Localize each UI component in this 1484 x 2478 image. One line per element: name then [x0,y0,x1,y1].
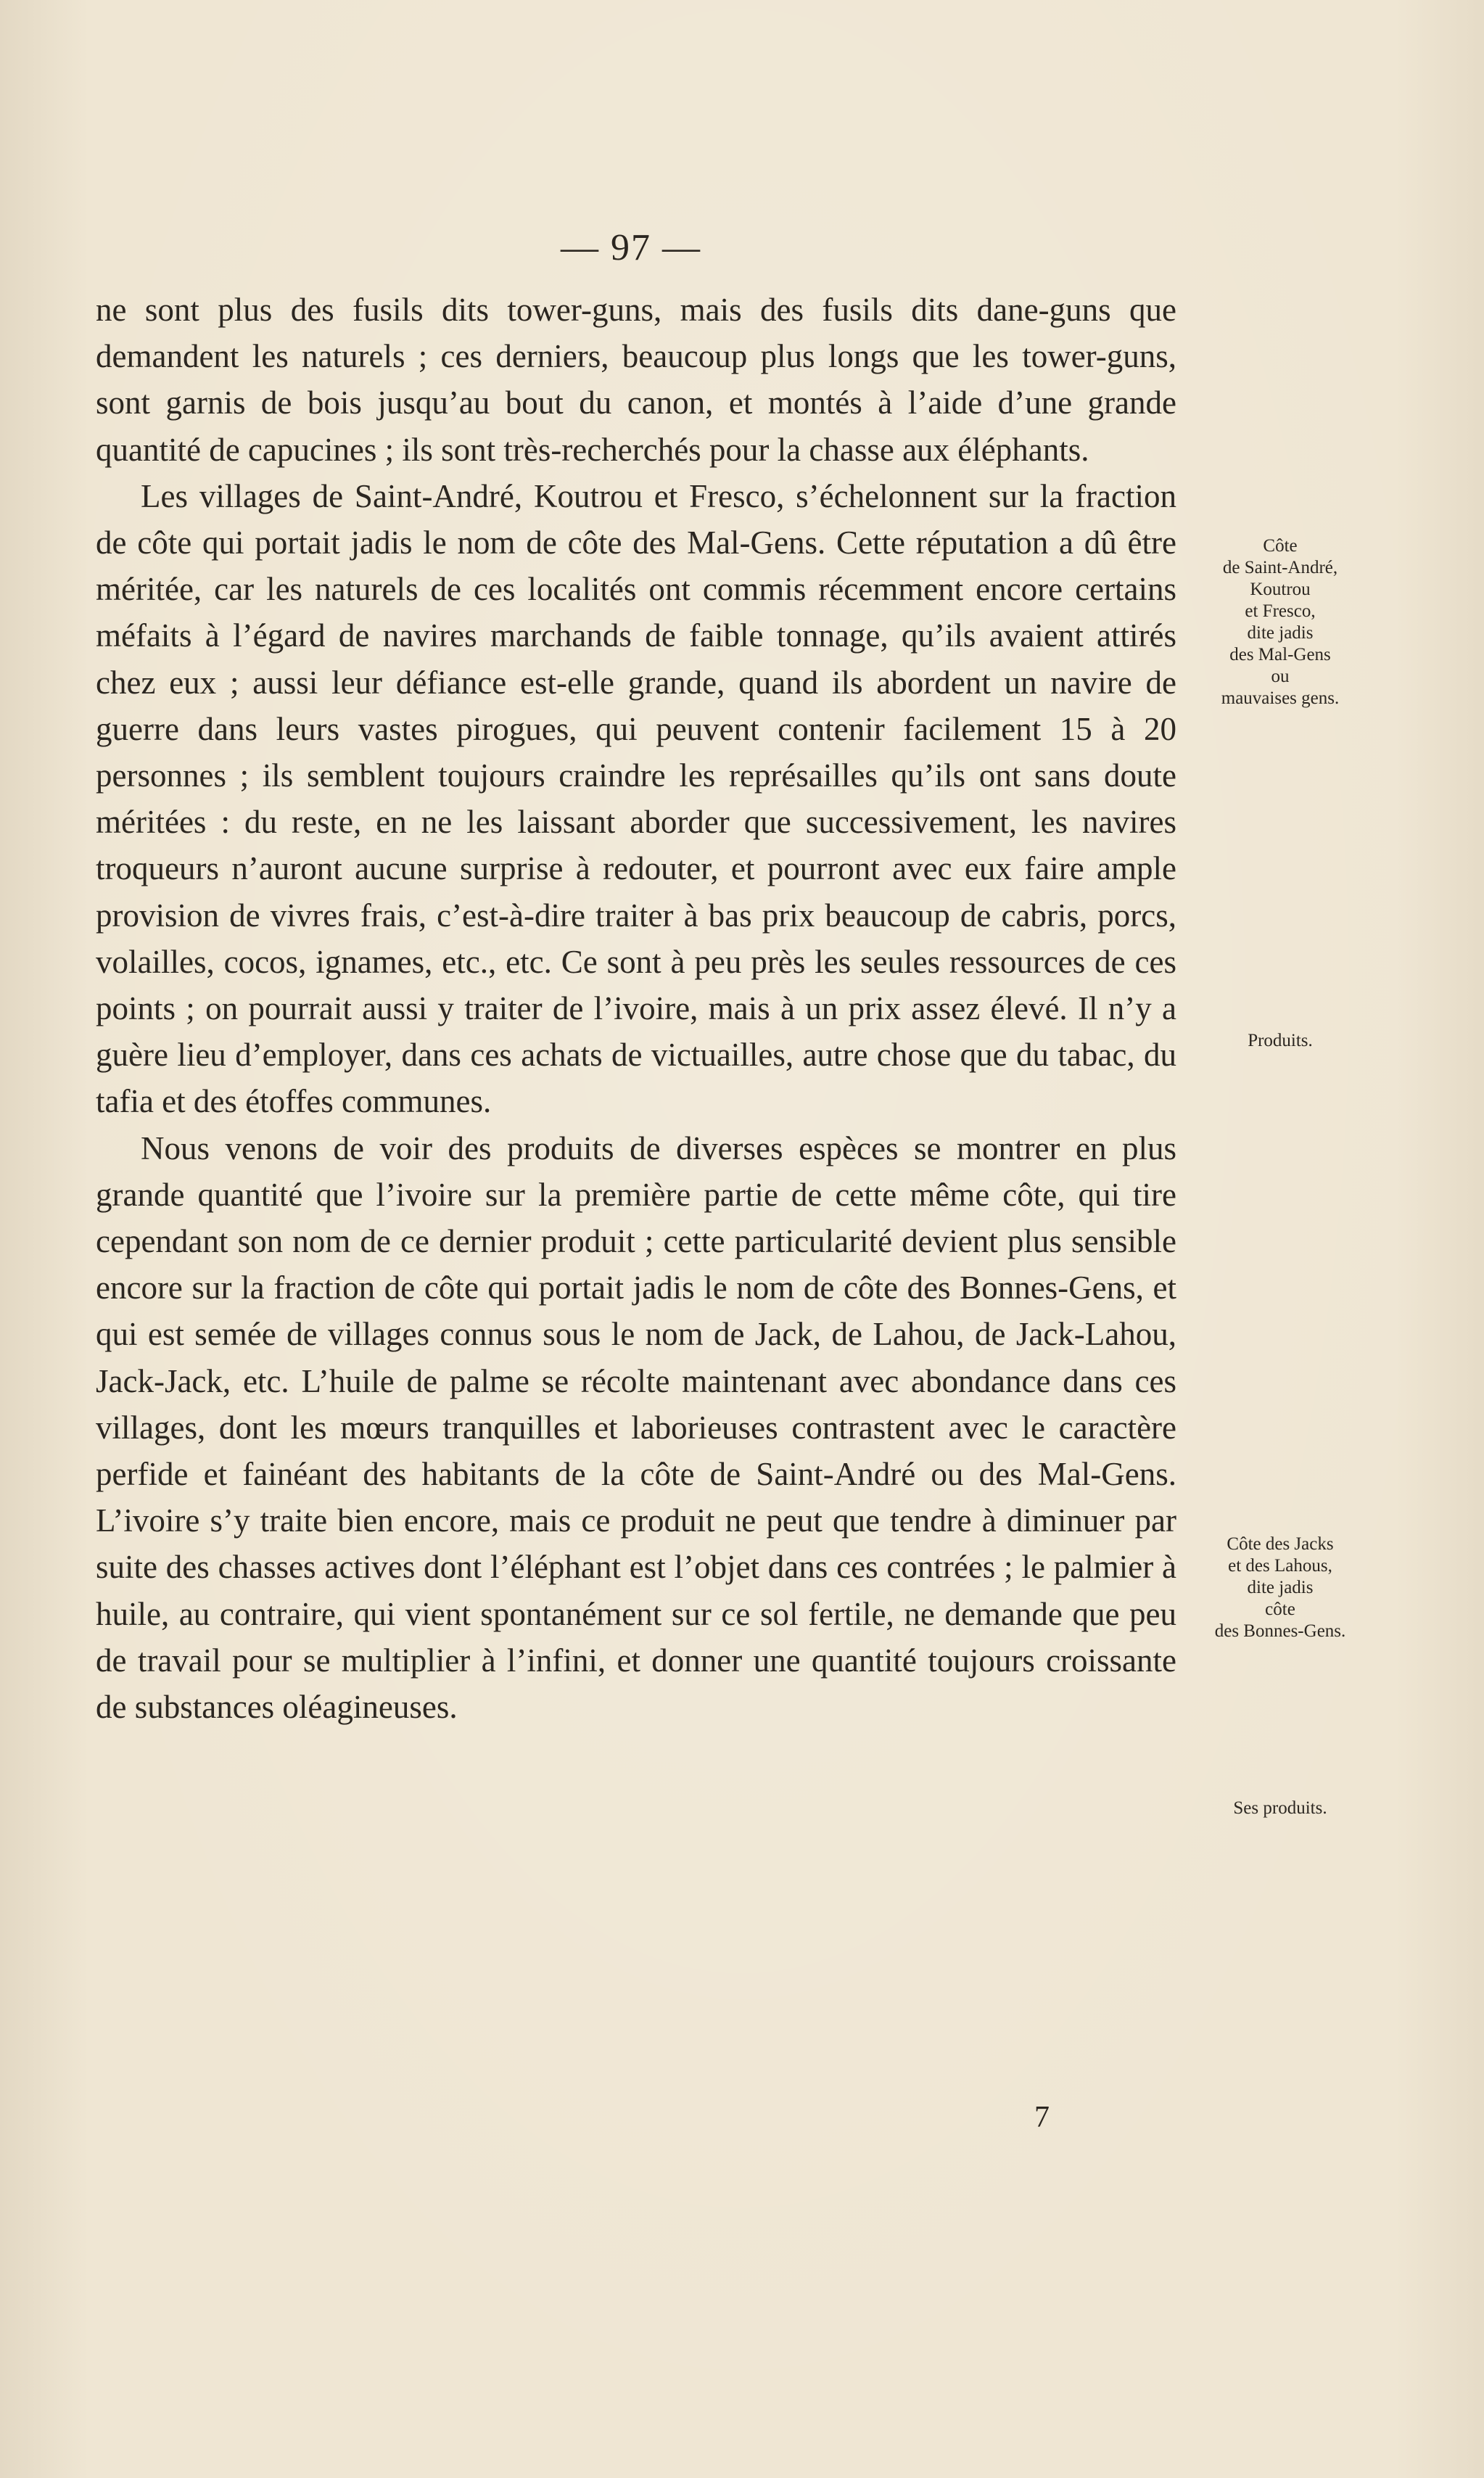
paragraph-3: Nous venons de voir des produits de diverses espèces se montrer en plus grande quantité que l’ivoire sur la première partie de cette même côte, qui tire cependant son nom de ce dernier produit ; cette particularité devient plus sensible encore sur la fraction de côte qui portait jadis le nom de côte des Bonnes-Gens, et qui est semée de villages connus sous le nom de Jack, de Lahou, de Jack-Lahou, Jack-Jack, etc. L’huile de palme se récolte maintenant avec abondance dans ces villages, dont les mœurs tranquilles et laborieuses contrastent avec le caractère perfide et fainéant des habitants de la côte de Saint-André ou des Mal-Gens. L’ivoire s’y traite bien encore, mais ce produit ne peut que tendre à diminuer par suite des chasses actives dont l’éléphant est l’objet dans ces contrées ; le palmier à huile, au contraire, qui vient spontanément sur ce sol fertile, ne demande que peu de travail pour se multiplier à l’infini, et donner une quantité toujours croissante de substances oléagineuses. [96,1129,1176,1726]
paragraph-1: ne sont plus des fusils dits tower-guns, mais des fusils dits dane-guns que demandent les naturels ; ces derniers, beaucoup plus longs que les tower-guns, sont garnis de bois jusqu’au bout du canon, et montés à l’aide d’une grande quantité de capucines ; ils sont très-recherchés pour la chasse aux éléphants. [96,292,1176,468]
signature-mark: 7 [1034,2101,1050,2134]
margin-note-produits: Produits. [1248,1031,1313,1050]
main-text [96,287,1176,1730]
margin-note-cote-saint-andre: Côte de Saint-André, Koutrou et Fresco, dite jadis des Mal-Gens ou mauvaises gens. [1221,536,1340,708]
margin-note-ses-produits: Ses produits. [1233,1798,1327,1818]
page-number: — 97 — [561,227,701,268]
margin-note-cote-des-jacks: Côte des Jacks et des Lahous, dite jadis côte des Bonnes-Gens. [1214,1534,1346,1641]
paragraph-2: Les villages de Saint-André, Koutrou et Fresco, s’échelonnent sur la fraction de côte qui portait jadis le nom de côte des Mal-Gens. Cette réputation a dû être méritée, car les naturels de ces localités ont commis récemment encore certains méfaits à l’égard de navires marchands de faible tonnage, qu’ils avaient attirés chez eux ; aussi leur défiance est-elle grande, quand ils abordent un navire de guerre dans leurs vastes pirogues, qui peuvent contenir facilement 15 à 20 personnes ; ils semblent toujours craindre les représailles qu’ils ont sans doute méritées : du reste, en ne les laissant aborder que successivement, les navires troqueurs n’auront aucune surprise à redouter, et pourront avec eux faire ample provision de vivres frais, c’est-à-dire traiter à bas prix beaucoup de cabris, porcs, volailles, cocos, ignames, etc., etc. Ce sont à peu près les seules ressources de ces points ; on pourrait aussi y traiter de l’ivoire, mais à un prix assez élevé. Il n’y a guère lieu d’employer, dans ces achats de victuailles, autre chose que du tabac, du tafia et des étoffes communes. [96,477,1176,1120]
